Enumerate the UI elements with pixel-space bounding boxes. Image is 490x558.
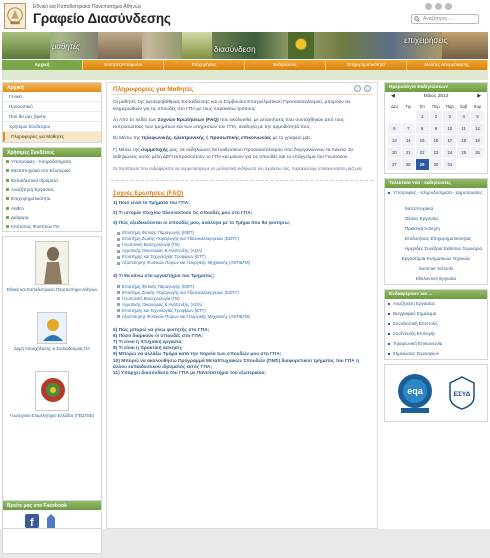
geotee-logo-icon: [35, 371, 69, 411]
menu-item-staff[interactable]: Προσωπικό: [3, 102, 101, 112]
nav-item-entrepreneurship[interactable]: Επιχειρηματικότητα: [326, 60, 407, 70]
partner-caption: Εθνικό και Καποδιστριακό Πανεπιστήμιο Αθηνών: [6, 287, 98, 293]
right-sidebar: [384, 82, 488, 426]
faq-question[interactable]: 3) Πώς εξειδικεύονται οι σπουδές μου, ανάλογα με το Τμήμα που θα φοιτήσω;: [113, 221, 291, 227]
doc-icon: [117, 309, 120, 312]
link-label: Διάφορα: [11, 214, 29, 220]
calendar-day[interactable]: 21: [402, 147, 415, 158]
banner-word: διασύνδεση: [214, 45, 256, 54]
nav-item-companies[interactable]: Επιχειρήσεις: [164, 60, 245, 70]
link-label: Επιχειρηματικότητα: [11, 196, 51, 202]
dept-label: Επιστήμη Ζωικής Παραγωγής και Υδατοκαλλιεργειών (ΕΖΠΥ): [122, 236, 239, 242]
calendar-day[interactable]: 18: [457, 135, 470, 146]
calendar-day[interactable]: 27: [388, 159, 401, 170]
link-postgrad-abroad[interactable]: [3, 166, 101, 175]
menu-item-links[interactable]: Χρήσιμοι Σύνδεσμοι: [3, 122, 101, 132]
dept-label: Επιστήμη Φυτικής Παραγωγής (ΕΦΠ): [122, 283, 194, 289]
calendar-day[interactable]: 23: [430, 147, 443, 158]
doc-icon: [117, 297, 120, 300]
bullet-icon: [6, 169, 9, 172]
eqa-cert-logo[interactable]: [395, 372, 435, 414]
service-link[interactable]: Σημειώσεις Σεμιναρίων: [385, 349, 487, 359]
partner-logo-career[interactable]: [3, 308, 101, 353]
text: με το γραφείο μας.: [271, 136, 313, 142]
link-scholarships[interactable]: [3, 157, 101, 166]
faq-paragraph: [113, 118, 373, 131]
calendar-day[interactable]: 26: [471, 147, 484, 158]
news-box: [384, 178, 488, 285]
calendar-day[interactable]: 1: [416, 111, 429, 122]
main-content: [106, 82, 378, 529]
banner-photo: [182, 32, 212, 59]
facebook-box: [2, 500, 102, 529]
news-link[interactable]: Εθελοντική Εργασία: [415, 276, 457, 281]
search-icon[interactable]: [414, 16, 420, 22]
dept-link[interactable]: [117, 260, 373, 266]
doc-icon: [117, 285, 120, 288]
sub-nav-bar: [2, 70, 488, 80]
calendar-day[interactable]: 16: [430, 135, 443, 146]
calendar-day[interactable]: 28: [402, 159, 415, 170]
doc-icon: [117, 232, 120, 235]
dept-label: Γεωπονική Βιοτεχνολογία (ΓΒ): [122, 242, 180, 248]
home-icon[interactable]: [425, 3, 432, 10]
doc-icon: [117, 238, 120, 241]
calendar-day[interactable]: 14: [402, 135, 415, 146]
banner-photo: [442, 32, 488, 59]
link-entrepreneurship[interactable]: [3, 194, 101, 203]
university-name: Εθνικό και Καποδιστριακό Πανεπιστήμιο Αθηνών: [33, 4, 142, 10]
calendar-day[interactable]: 10: [443, 123, 456, 134]
faq-question[interactable]: 6) Πόσο διαρκούν οι σπουδές στο ΓΠΑ;: [113, 333, 203, 339]
dept-label: Αγροτικής Οικονομίας & Ανάπτυξης (ΑΟΑ): [122, 301, 203, 307]
next-month-icon[interactable]: ▶: [477, 94, 481, 99]
partner-logo-university[interactable]: [3, 237, 101, 294]
link-label: Ιστότοπος Φοιτητών ΠΑ: [11, 224, 60, 230]
text: Β) Μέσω της: [113, 136, 142, 142]
dept-link[interactable]: [117, 314, 373, 320]
link-label: Αναζήτηση Εργασίας: [11, 187, 54, 193]
link-institutions[interactable]: [3, 176, 101, 185]
page-title: Πληροφορίες για Μαθητές: [111, 83, 373, 95]
doc-icon: [117, 303, 120, 306]
calendar-weekday: Πεμ: [432, 104, 440, 109]
dept-label: Γεωπονική Βιοτεχνολογία (ΓΒ): [122, 295, 180, 301]
calendar-day[interactable]: 22: [416, 147, 429, 158]
banner-photo: [288, 32, 314, 59]
svg-text:f: f: [30, 517, 34, 529]
doc-icon: [117, 256, 120, 259]
dept-label: Επιστήμης και Τεχνολογίας Τροφίμων (ΕΤΤ): [122, 254, 206, 260]
dept-label: Επιστήμη Φυτικής Παραγωγής (ΕΦΠ): [122, 230, 194, 236]
faq-question[interactable]: 10) Μπορώ να ακολουθήσω Πρόγραμμα Μεταπτυχιακών Σπουδών (ΠΜΣ) διαφορετικού τμήματος του ΓΠΑ ή άλλου εκπαιδευτικού ιδρύματος εκτός ΓΠΑ;: [113, 358, 360, 370]
faq-question[interactable]: 7) Τι είναι η πτυχιακή εργασία;: [113, 339, 183, 345]
useful-links-title: Χρήσιμες Συνδέσεις: [3, 148, 101, 157]
faq-question[interactable]: 9) Μπορώ να αλλάξω Τμήμα κατά την πορεία των σπουδών μου στο ΓΠΑ;: [113, 352, 282, 358]
emphasis: τηλεφωνικής, ηλεκτρονικής: [141, 136, 205, 142]
service-link[interactable]: Αναζήτηση Εργασίας: [385, 299, 487, 309]
career-logo-icon: [37, 312, 67, 344]
calendar-weekday: Παρ: [445, 104, 454, 109]
calendar-empty-cell: [388, 111, 401, 122]
partner-caption: Γεωτεχνικό Επιμελητήριο Ελλάδας (ΓΕΩΤΕΕ): [9, 413, 95, 419]
calendar-day[interactable]: 30: [430, 159, 443, 170]
service-link[interactable]: Βιογραφικό Σημείωμα: [385, 309, 487, 319]
calendar-weekday: Δευ: [390, 104, 398, 109]
faq-heading[interactable]: Συχνές Ερωτήσεις (FAQ): [113, 190, 184, 197]
mail-icon[interactable]: [445, 3, 452, 10]
calendar-weekday: Τρι: [405, 104, 412, 109]
doc-icon: [117, 291, 120, 294]
doc-icon: [117, 315, 120, 318]
site-title[interactable]: Γραφείο Διασύνδεσης: [33, 11, 171, 26]
banner-photo: [2, 32, 50, 59]
university-logo[interactable]: [4, 3, 26, 29]
calendar-day[interactable]: 19: [471, 135, 484, 146]
header-banner: [2, 32, 488, 59]
facebook-icon[interactable]: [3, 510, 103, 530]
calendar-weekday: Τετ: [419, 104, 425, 109]
nav-item-events[interactable]: Εκδηλώσεις: [245, 60, 326, 70]
calendar-day[interactable]: 5: [471, 111, 484, 122]
useful-links-box: [2, 147, 102, 232]
faq-question[interactable]: 2) Τι ιστορία πτυχίου πλεονεκτούν τις σπουδές μου στο ΓΠΑ;: [113, 210, 253, 216]
news-link[interactable]: Υποτροφίες - Κληροδοτήματα - Δημοπρασίες: [385, 188, 487, 204]
dept-label: Αγροτικής Οικονομίας & Ανάπτυξης (ΑΟΑ): [122, 248, 203, 254]
prev-month-icon[interactable]: ◀: [391, 94, 395, 99]
nav-item-home[interactable]: Αρχική: [2, 60, 83, 70]
doc-icon: [117, 262, 120, 265]
bullet-icon: [6, 179, 9, 182]
faq-question[interactable]: 4) Τι θα κάνω στα εργαστήρια του Τμήματος;: [113, 274, 215, 280]
text: ή: [204, 136, 210, 142]
page-tools: [354, 85, 371, 92]
sitemap-icon[interactable]: [435, 3, 442, 10]
calendar-day[interactable]: 25: [457, 147, 470, 158]
intro-paragraph: Οι μαθητές της Δευτεροβάθμιας Εκπαίδευσης και οι Σύμβουλοι Επαγγελματικού Προσανατολισμού, μπορούν να ενημερωθούν για τις σπουδές στο ΓΠΑ με τους παρακάτω τρόπους:: [113, 100, 351, 112]
calendar-day[interactable]: 9: [430, 123, 443, 134]
link-misc[interactable]: [3, 213, 101, 222]
service-link[interactable]: Τηλεφωνική Επικοινωνία: [385, 339, 487, 349]
services-box: [384, 289, 488, 360]
calendar-day[interactable]: 12: [471, 123, 484, 134]
nav-item-students[interactable]: Φοιτητές/Απόφοιτοι: [83, 60, 164, 70]
seal-icon: [5, 4, 25, 28]
main-nav: [2, 60, 488, 70]
menu-item-students-info[interactable]: Πληροφορίες για Μαθητές: [3, 132, 101, 142]
link-amea[interactable]: [3, 203, 101, 212]
link-student-site[interactable]: [3, 222, 101, 231]
news-link[interactable]: Εργαστήρια Κινηματικών Τεχνικών: [401, 256, 471, 261]
calendar-day[interactable]: 3: [443, 111, 456, 122]
eqa-text: eqa: [407, 386, 423, 396]
partner-logo-geotee[interactable]: [3, 367, 101, 420]
text: Γ) Μέσω της: [113, 147, 141, 153]
calendar-day[interactable]: 15: [416, 135, 429, 146]
calendar-header: [385, 92, 487, 101]
calendar-month: Μάιος 2013: [423, 94, 449, 99]
dept-label: Αξιοποίησης Φυσικών Πόρων και Γεωργικής Μηχανικής (ΑΦΠ&ΓΜ): [122, 313, 250, 319]
esyd-text: ΕΣΥΔ: [453, 391, 471, 398]
calendar-empty-cell: [402, 111, 415, 122]
statue-icon: [35, 241, 69, 285]
print-icon[interactable]: [354, 85, 361, 92]
calendar-day[interactable]: 20: [388, 147, 401, 158]
facebook-title: Βρείτε μας στο Facebook: [3, 501, 101, 510]
faq-emphasis: Συχνών Ερωτήσεων (FAQ): [157, 118, 219, 124]
news-title: Τελευταία νέα - εκδηλώσεις: [385, 179, 487, 188]
menu-item-location[interactable]: Πού θα μας βρείτε: [3, 112, 101, 122]
bullet-icon: [6, 160, 9, 163]
search-input[interactable]: Αναζήτηση ...: [411, 14, 479, 24]
divider: [111, 180, 373, 181]
link-label: Υποτροφίες - Κληροδοτήματα: [11, 159, 72, 165]
calendar-day[interactable]: 6: [388, 123, 401, 134]
service-link[interactable]: Συνοδευτική Επιστολή: [385, 319, 487, 329]
header: [0, 0, 490, 32]
banner-word: μαθητές: [52, 42, 80, 51]
text: που ακολουθεί, με απαντήσεις που συντάχθηκαν από τους εκπροσώπους των τμημάτων και των υπηρεσιών του ΓΠΑ, ανάλογα με την αρμοδιότητά τους.: [113, 118, 345, 130]
calendar-weekday: Κυρ: [473, 104, 482, 109]
email-icon[interactable]: [364, 85, 371, 92]
events-calendar: [384, 82, 488, 174]
left-sidebar: [2, 82, 102, 558]
calendar-empty-cell: [471, 159, 484, 170]
contact-paragraph: [113, 136, 373, 143]
link-label: Μεταπτυχιακά στο Εξωτερικό: [11, 168, 71, 174]
news-link[interactable]: Summer Schools: [418, 266, 454, 271]
calendar-empty-cell: [457, 159, 470, 170]
doc-icon: [117, 244, 120, 247]
calendar-day[interactable]: 7: [402, 123, 415, 134]
menu-item-general[interactable]: Γενικά: [3, 92, 101, 102]
doc-icon: [117, 250, 120, 253]
dept-label: Επιστήμης και Τεχνολογίας Τροφίμων (ΕΤΤ): [122, 307, 206, 313]
nav-item-studies[interactable]: Μελέτες Απορρόφησης: [407, 60, 488, 70]
section-menu: [2, 82, 102, 143]
calendar-title: Ημερολόγιο Εκδηλώσεων: [385, 83, 487, 92]
emphasis: συμμετοχής: [140, 147, 169, 153]
faq-question[interactable]: 5) Πώς μπορώ να γίνω φοιτητής στο ΓΠΑ;: [113, 327, 210, 333]
banner-word: επιχειρήσεις: [404, 36, 448, 45]
calendar-day[interactable]: 8: [416, 123, 429, 134]
news-link[interactable]: Ημερίδες Συνέδρια Εκθέσεις Σεμινάρια: [405, 246, 483, 251]
dept-label: Επιστήμη Ζωικής Παραγωγής και Υδατοκαλλιεργειών (ΕΖΠΥ): [122, 289, 239, 295]
bullet-icon: [6, 188, 9, 191]
note-paragraph: Σε περίπτωση που ενδιαφέρεστε να συμμετάσχουμε σε μελλοντική εκδήλωση του σχολείου σας, παρακαλούμε επικοινωνήστε μαζί μας.: [113, 166, 364, 172]
news-link[interactable]: Επιδοτήσεις Επιχειρηματικότητας: [405, 236, 472, 241]
events-paragraph: [113, 148, 373, 161]
calendar-day[interactable]: 24: [443, 147, 456, 158]
calendar-day[interactable]: 11: [457, 123, 470, 134]
partner-caption: Δομή Απασχόλησης & Σταδιοδρομίας ΠΑ: [13, 346, 91, 352]
calendar-day[interactable]: 31: [443, 159, 456, 170]
news-link[interactable]: Πρακτική Άσκηση: [405, 226, 441, 231]
link-label: Εκπαιδευτικά Ιδρύματα: [11, 177, 58, 183]
esyd-cert-logo[interactable]: [447, 375, 477, 411]
text: μας, σε εκδηλώσεις Εκπαιδευτικού Προσανατολισμού που διοργανώνουν τα Λύκεια. Σε εκδηλώσεις αυτές μέλη ΔΕΠ εκπροσωπούν το ΓΠΑ και μιλούν για τις σπουδές και το επάγγελμα του Γεωπόνου.: [113, 147, 354, 160]
service-link[interactable]: Συνέντευξη Επιλογής: [385, 329, 487, 339]
link-label: ΑΜΕΑ: [11, 205, 25, 211]
calendar-day[interactable]: 4: [457, 111, 470, 122]
calendar-day[interactable]: 13: [388, 135, 401, 146]
bullet-icon: [6, 225, 9, 228]
certifications-box: [384, 364, 488, 422]
faq-list: [113, 328, 373, 378]
banner-photo: [98, 32, 142, 59]
faq-question[interactable]: 1) Ποιο είναι το Τμήματα του ΓΠΑ;: [113, 200, 190, 206]
news-link[interactable]: Θέσεις Εργασίας: [405, 216, 439, 221]
bullet-icon: [6, 197, 9, 200]
emphasis: προσωπικής επικοινωνίας: [209, 136, 272, 142]
text: Α) Από το πεδίο των: [113, 118, 158, 124]
bullet-icon: [6, 216, 9, 219]
section-menu-title: Αρχική: [3, 83, 101, 92]
calendar-day[interactable]: 17: [443, 135, 456, 146]
calendar-day[interactable]: 29: [416, 159, 429, 170]
dept-label: Αξιοποίησης Φυσικών Πόρων και Γεωργικής Μηχανικής (ΑΦΠ&ΓΜ): [122, 260, 250, 266]
calendar-grid: [385, 101, 487, 173]
header-icons: [425, 3, 452, 11]
calendar-day[interactable]: 2: [430, 111, 443, 122]
faq-question[interactable]: 11) Υπάρχει διασύνδεση του ΓΠΑ με Πανεπιστήμια του εξωτερικού;: [113, 370, 266, 376]
link-job-search[interactable]: [3, 185, 101, 194]
news-link[interactable]: Μεταπτυχιακά: [405, 206, 434, 211]
calendar-weekday: Σαβ: [460, 104, 468, 109]
bullet-icon: [6, 207, 9, 210]
services-title: Ενδιαφέρουν και ...: [385, 290, 487, 299]
faq-question[interactable]: 8) Τι είναι η πρακτική άσκηση;: [113, 346, 183, 352]
